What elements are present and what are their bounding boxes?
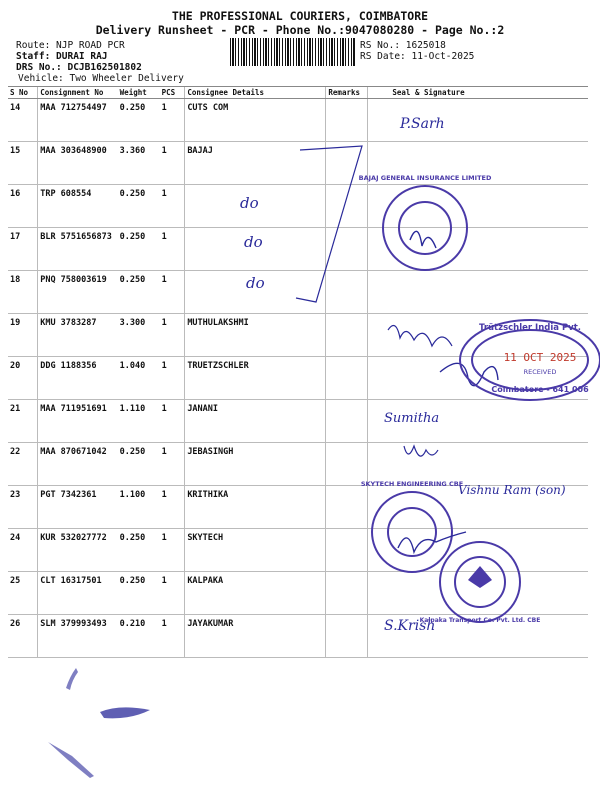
table-body bbox=[8, 99, 588, 658]
col-pcs: PCS bbox=[160, 87, 185, 99]
table-row bbox=[8, 443, 588, 486]
row-pcs: 1 bbox=[160, 486, 185, 529]
row-consignee: JEBASINGH bbox=[185, 443, 326, 486]
row-weight: 0.250 bbox=[118, 228, 160, 271]
table-row bbox=[8, 142, 588, 185]
row-weight: 0.250 bbox=[118, 443, 160, 486]
row-remarks bbox=[326, 228, 368, 271]
row-weight: 0.250 bbox=[118, 185, 160, 228]
truetzschler-stamp-city: Coimbatore - 641 006 bbox=[491, 385, 589, 394]
row-sno: 19 bbox=[8, 314, 38, 357]
ink-smudge bbox=[100, 707, 150, 718]
row-consignee: JANANI bbox=[185, 400, 326, 443]
row-pcs: 1 bbox=[160, 572, 185, 615]
row-remarks bbox=[326, 529, 368, 572]
row-pcs: 1 bbox=[160, 400, 185, 443]
row-consignee: CUTS COM bbox=[185, 99, 326, 142]
row-remarks bbox=[326, 486, 368, 529]
bajaj-stamp-text: BAJAJ GENERAL INSURANCE LIMITED bbox=[358, 174, 492, 182]
row-remarks bbox=[326, 572, 368, 615]
row-signature bbox=[368, 572, 588, 615]
row-pcs: 1 bbox=[160, 271, 185, 314]
row-pcs: 1 bbox=[160, 228, 185, 271]
truetzschler-stamp-received: RECEIVED bbox=[523, 368, 557, 376]
row-remarks bbox=[326, 357, 368, 400]
row-pcs: 1 bbox=[160, 357, 185, 400]
row-consignee: TRUETZSCHLER bbox=[185, 357, 326, 400]
row-signature bbox=[368, 142, 588, 185]
row-consignment-no: BLR 5751656873 bbox=[38, 228, 118, 271]
row-weight: 0.250 bbox=[118, 529, 160, 572]
skytech-stamp-text: SKYTECH ENGINEERING CBE bbox=[360, 480, 464, 488]
row-signature bbox=[368, 271, 588, 314]
row-sno: 20 bbox=[8, 357, 38, 400]
row-consignee bbox=[185, 185, 326, 228]
table-row bbox=[8, 185, 588, 228]
row-consignment-no: TRP 608554 bbox=[38, 185, 118, 228]
row-sno: 16 bbox=[8, 185, 38, 228]
row-consignee bbox=[185, 271, 326, 314]
row-weight: 0.210 bbox=[118, 615, 160, 658]
row-sno: 24 bbox=[8, 529, 38, 572]
row-pcs: 1 bbox=[160, 529, 185, 572]
col-consignee: Consignee Details bbox=[185, 87, 326, 99]
row-weight: 0.250 bbox=[118, 572, 160, 615]
row-consignment-no: PNQ 758003619 bbox=[38, 271, 118, 314]
signature-14: P.Sarh bbox=[400, 116, 445, 132]
row-pcs: 1 bbox=[160, 99, 185, 142]
col-consignment: Consignment No bbox=[38, 87, 118, 99]
row-consignment-no: MAA 712754497 bbox=[38, 99, 118, 142]
row-consignment-no: CLT 16317501 bbox=[38, 572, 118, 615]
row-consignee: BAJAJ bbox=[185, 142, 326, 185]
row-signature bbox=[368, 486, 588, 529]
row-sno: 22 bbox=[8, 443, 38, 486]
runsheet-title: Delivery Runsheet - PCR - Phone No.:9047080280 - Page No.:2 bbox=[95, 23, 505, 37]
table-row bbox=[8, 228, 588, 271]
ditto-mark-16: do bbox=[240, 194, 259, 212]
row-signature bbox=[368, 228, 588, 271]
row-weight: 3.300 bbox=[118, 314, 160, 357]
row-consignment-no: MAA 303648900 bbox=[38, 142, 118, 185]
row-weight: 0.250 bbox=[118, 271, 160, 314]
row-consignee: MUTHULAKSHMI bbox=[185, 314, 326, 357]
row-signature bbox=[368, 99, 588, 142]
row-remarks bbox=[326, 443, 368, 486]
row-weight: 0.250 bbox=[118, 99, 160, 142]
row-remarks bbox=[326, 615, 368, 658]
row-consignment-no: PGT 7342361 bbox=[38, 486, 118, 529]
row-consignment-no: KUR 532027772 bbox=[38, 529, 118, 572]
table-row bbox=[8, 357, 588, 400]
row-consignee: KRITHIKA bbox=[185, 486, 326, 529]
signature-21: Sumitha bbox=[384, 411, 440, 426]
row-sno: 18 bbox=[8, 271, 38, 314]
col-sno: S No bbox=[8, 87, 38, 99]
kalpaka-stamp-text: Kalpaka Transport Co. Pvt. Ltd. CBE bbox=[419, 617, 541, 624]
row-consignment-no: DDG 1188356 bbox=[38, 357, 118, 400]
signature-26: S.Krish bbox=[384, 618, 436, 634]
route-text: Route: NJP ROAD PCR bbox=[16, 40, 125, 51]
truetzschler-stamp-name: Trützschler India Pvt. bbox=[478, 323, 582, 333]
table-row bbox=[8, 314, 588, 357]
truetzschler-stamp-date: 11 OCT 2025 bbox=[503, 351, 577, 364]
rs-date: RS Date: 11-Oct-2025 bbox=[360, 51, 475, 62]
row-weight: 1.040 bbox=[118, 357, 160, 400]
table-row bbox=[8, 99, 588, 142]
col-signature: Seal & Signature bbox=[368, 87, 588, 99]
row-signature bbox=[368, 314, 588, 357]
vehicle-text: Vehicle: Two Wheeler Delivery bbox=[18, 73, 184, 84]
drs-number: DRS No.: DCJB162501802 bbox=[16, 62, 142, 73]
row-sno: 17 bbox=[8, 228, 38, 271]
row-remarks bbox=[326, 142, 368, 185]
row-weight: 1.100 bbox=[118, 486, 160, 529]
row-pcs: 1 bbox=[160, 185, 185, 228]
row-signature bbox=[368, 529, 588, 572]
row-remarks bbox=[326, 400, 368, 443]
rs-number: RS No.: 1625018 bbox=[360, 40, 446, 51]
row-weight: 1.110 bbox=[118, 400, 160, 443]
ditto-mark-17: do bbox=[244, 233, 263, 251]
row-signature bbox=[368, 357, 588, 400]
table-header-row bbox=[8, 87, 588, 99]
table-row bbox=[8, 486, 588, 529]
row-pcs: 1 bbox=[160, 443, 185, 486]
row-signature bbox=[368, 400, 588, 443]
row-pcs: 1 bbox=[160, 615, 185, 658]
row-signature bbox=[368, 185, 588, 228]
ink-smudge bbox=[66, 668, 78, 690]
row-pcs: 1 bbox=[160, 142, 185, 185]
staff-text: Staff: DURAI RAJ bbox=[16, 51, 108, 62]
table-row bbox=[8, 271, 588, 314]
row-consignment-no: SLM 379993493 bbox=[38, 615, 118, 658]
row-consignee: JAYAKUMAR bbox=[185, 615, 326, 658]
row-signature bbox=[368, 443, 588, 486]
table-row bbox=[8, 615, 588, 658]
table-row bbox=[8, 529, 588, 572]
barcode bbox=[230, 38, 355, 66]
row-pcs: 1 bbox=[160, 314, 185, 357]
ditto-mark-18: do bbox=[246, 274, 265, 292]
company-title: THE PROFESSIONAL COURIERS, COIMBATORE bbox=[171, 9, 429, 23]
row-sno: 21 bbox=[8, 400, 38, 443]
row-consignee: KALPAKA bbox=[185, 572, 326, 615]
row-remarks bbox=[326, 314, 368, 357]
table-row bbox=[8, 572, 588, 615]
row-consignee: SKYTECH bbox=[185, 529, 326, 572]
runsheet-table bbox=[8, 86, 588, 658]
row-remarks bbox=[326, 99, 368, 142]
col-remarks: Remarks bbox=[326, 87, 368, 99]
row-consignment-no: MAA 711951691 bbox=[38, 400, 118, 443]
row-signature bbox=[368, 615, 588, 658]
row-sno: 15 bbox=[8, 142, 38, 185]
row-sno: 25 bbox=[8, 572, 38, 615]
row-weight: 3.360 bbox=[118, 142, 160, 185]
row-sno: 26 bbox=[8, 615, 38, 658]
row-sno: 23 bbox=[8, 486, 38, 529]
col-weight: Weight bbox=[118, 87, 160, 99]
row-remarks bbox=[326, 185, 368, 228]
ink-smudge bbox=[48, 742, 94, 778]
row-remarks bbox=[326, 271, 368, 314]
row-consignment-no: MAA 870671042 bbox=[38, 443, 118, 486]
row-consignee bbox=[185, 228, 326, 271]
row-sno: 14 bbox=[8, 99, 38, 142]
signature-23: Vishnu Ram (son) bbox=[458, 483, 566, 497]
table-row bbox=[8, 400, 588, 443]
row-consignment-no: KMU 3783287 bbox=[38, 314, 118, 357]
